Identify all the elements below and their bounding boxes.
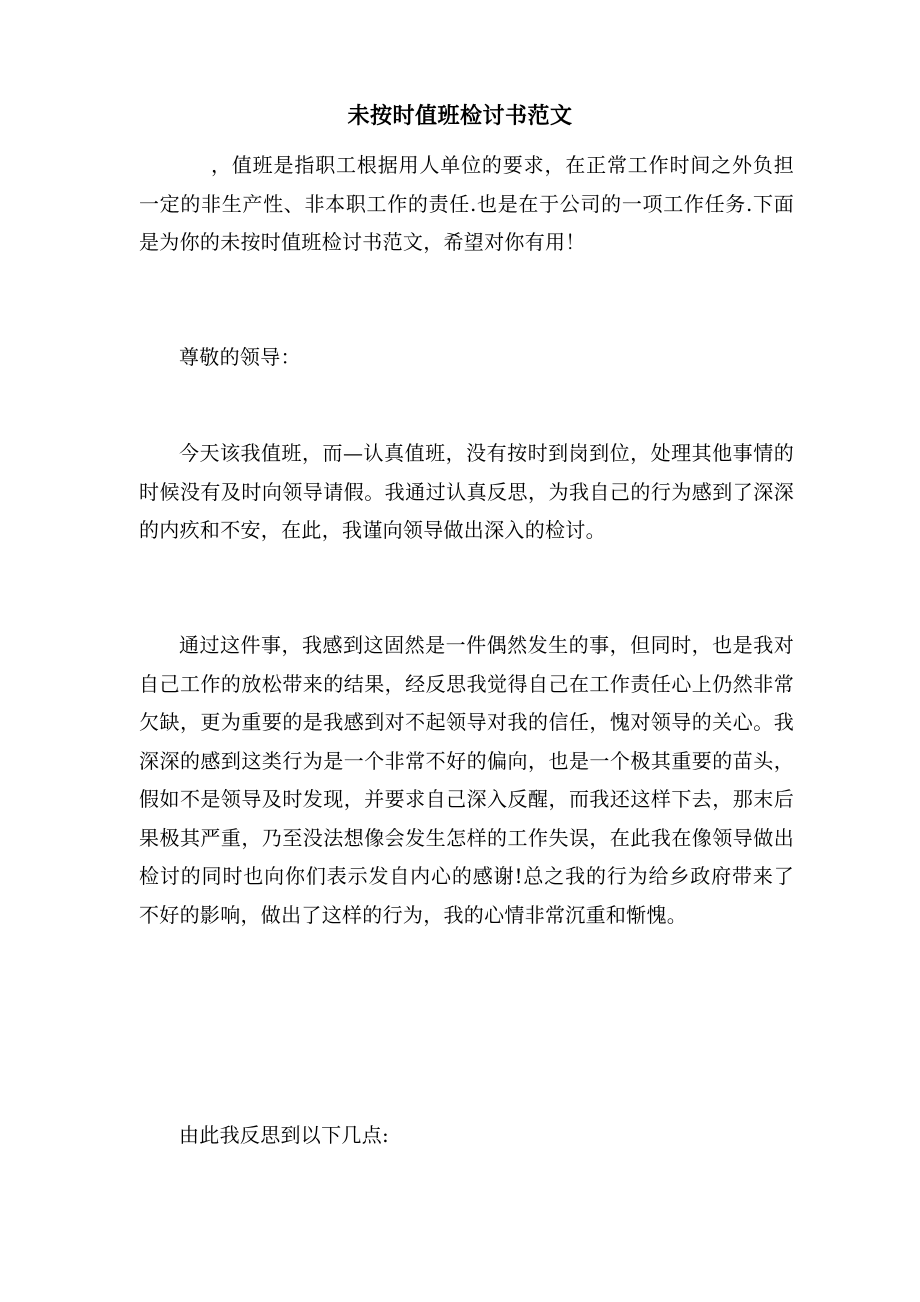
body-paragraph-3: 由此我反思到以下几点:	[179, 1123, 390, 1147]
intro-paragraph: ，值班是指职工根据用人单位的要求，在正常工作时间之外负担一定的非生产性、非本职工作的责任.也是在于公司的一项工作任务.下面是为你的未按时值班检讨书范文，希望对你有用！	[139, 153, 794, 254]
document-title: 未按时值班检讨书范文	[347, 103, 573, 129]
greeting-line: 尊敬的领导：	[179, 345, 301, 369]
body-paragraph-2: 通过这件事，我感到这固然是一件偶然发生的事，但同时，也是我对自己工作的放松带来的结果，经反思我觉得自己在工作责任心上仍然非常欠缺，更为重要的是我感到对不起领导对我的信任，愧对领导的关心。我深深的感到这类行为是一个非常不好的偏向，也是一个极其重要的苗头，假如不是领导及时发现，并要求自己深入反醒，而我还这样下去，那末后果极其严重，乃至没法想像会发生怎样的工作失误，在此我在像领导做出检讨的同时也向你们表示发自内心的感谢!总之我的行为给乡政府带来了不好的影响，做出了这样的行为，我的心情非常沉重和惭愧。	[139, 633, 794, 927]
body-paragraph-1: 今天该我值班，而—认真值班，没有按时到岗到位，处理其他事情的时候没有及时向领导请假。我通过认真反思，为我自己的行为感到了深深的内疚和不安，在此，我谨向领导做出深入的检讨。	[139, 441, 794, 542]
